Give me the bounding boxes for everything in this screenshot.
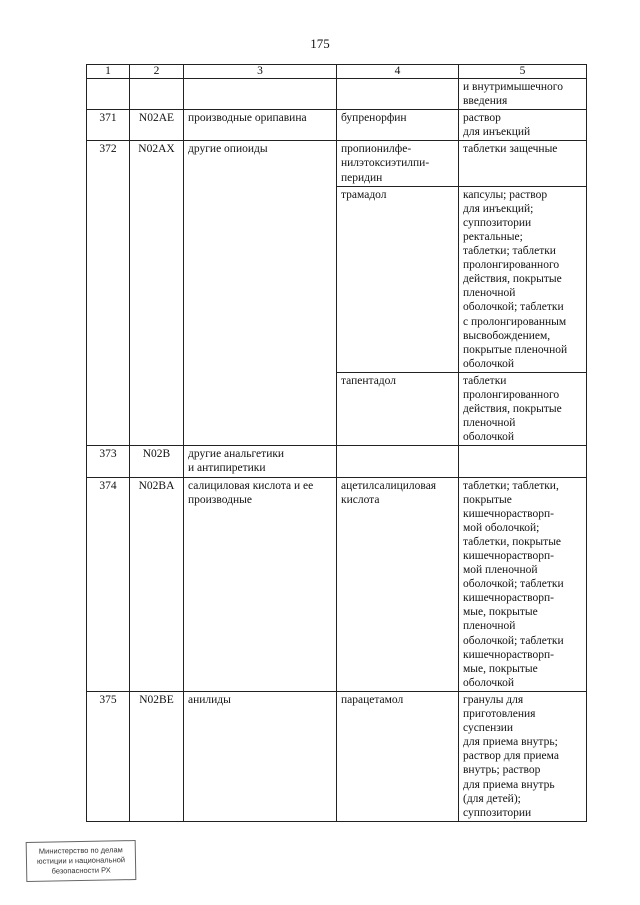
- atc-code: N02BA: [130, 477, 184, 691]
- column-header: 1: [87, 65, 130, 79]
- dosage-form: капсулы; раствор для инъекций; суппозитории ректальные; таблетки; таблетки пролонгированного действия, покрытые пленочной оболочкой; таблетки с пролонгированным высвобождением, покрытые пленочной оболочкой: [459, 186, 587, 372]
- table-row: [87, 79, 587, 110]
- group-name: анилиды: [184, 691, 337, 821]
- drug-name: трамадол: [337, 186, 459, 372]
- group-name: другие опиоиды: [184, 141, 337, 446]
- drug-name: пропионилфе- нилэтоксиэтилпи- перидин: [337, 141, 459, 186]
- dosage-form: и внутримышечного введения: [459, 79, 587, 110]
- dosage-form: гранулы для приготовления суспензии для приема внутрь; раствор для приема внутрь; раствор для приема внутрь (для детей); суппозитории: [459, 691, 587, 821]
- group-name: другие анальгетики и антипиретики: [184, 446, 337, 477]
- atc-code: N02B: [130, 446, 184, 477]
- drug-name: бупренорфин: [337, 110, 459, 141]
- drug-registry-table: [86, 64, 587, 822]
- stamp-line: безопасности РХ: [51, 865, 111, 876]
- table-row: [87, 446, 587, 477]
- dosage-form: [459, 446, 587, 477]
- table-row: [87, 110, 587, 141]
- column-header: 4: [337, 65, 459, 79]
- drug-name: [337, 446, 459, 477]
- column-header: 5: [459, 65, 587, 79]
- column-header: 2: [130, 65, 184, 79]
- atc-code: N02AX: [130, 141, 184, 446]
- dosage-form: таблетки; таблетки, покрытые кишечнорастворп- мой оболочкой; таблетки, покрытые кишечнорастворп- мой пленочной оболочкой; таблетки кишечнорастворп- мые, покрытые пленочной оболочкой; таблетки кишечнорастворп- мые, покрытые оболочкой: [459, 477, 587, 691]
- ministry-stamp: [26, 840, 137, 882]
- drug-name: ацетилсалициловая кислота: [337, 477, 459, 691]
- row-number: 374: [87, 477, 130, 691]
- table-row: [87, 691, 587, 821]
- dosage-form: раствор для инъекций: [459, 110, 587, 141]
- group-name: салициловая кислота и ее производные: [184, 477, 337, 691]
- row-number: 373: [87, 446, 130, 477]
- table-row: [87, 477, 587, 691]
- page-number: 175: [310, 36, 330, 51]
- drug-name: [337, 79, 459, 110]
- dosage-form: таблетки пролонгированного действия, покрытые пленочной оболочкой: [459, 372, 587, 445]
- atc-code: N02AE: [130, 110, 184, 141]
- group-name: производные орипавина: [184, 110, 337, 141]
- table-row: [87, 141, 587, 186]
- stamp-line: юстиции и национальной: [36, 855, 126, 866]
- column-header: 3: [184, 65, 337, 79]
- atc-code: [130, 79, 184, 110]
- row-number: [87, 79, 130, 110]
- row-number: 372: [87, 141, 130, 446]
- atc-code: N02BE: [130, 691, 184, 821]
- row-number: 375: [87, 691, 130, 821]
- drug-name: парацетамол: [337, 691, 459, 821]
- drug-name: тапентадол: [337, 372, 459, 445]
- table-header-row: [87, 65, 587, 79]
- stamp-line: Министерство по делам: [38, 845, 123, 856]
- row-number: 371: [87, 110, 130, 141]
- dosage-form: таблетки защечные: [459, 141, 587, 186]
- group-name: [184, 79, 337, 110]
